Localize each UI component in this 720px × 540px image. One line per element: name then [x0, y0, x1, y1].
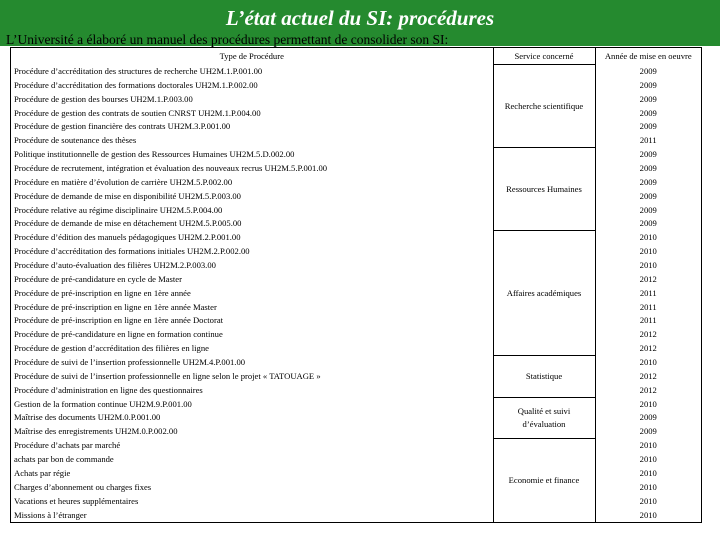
year-cell: 2010: [639, 232, 657, 243]
table-row: [11, 466, 701, 480]
year-cell: 2010: [639, 509, 657, 520]
table-row: [11, 356, 701, 370]
procedure-cell: Procédure relative au régime disciplinaire UH2M.5.P.004.00: [11, 203, 493, 217]
procedures-table: [11, 48, 701, 522]
year-cell: 2010: [639, 495, 657, 506]
table-row: [11, 217, 701, 231]
procedure-cell: Procédure de gestion des bourses UH2M.1.P.003.00: [11, 92, 493, 106]
year-cell: 2009: [639, 426, 657, 437]
year-cell: 2010: [639, 481, 657, 492]
procedure-cell: Procédure d’achats par marché: [11, 439, 493, 453]
procedure-cell: Charges d’abonnement ou charges fixes: [11, 480, 493, 494]
year-cell: 2010: [639, 246, 657, 257]
table-row: [11, 65, 701, 79]
table-row: [11, 369, 701, 383]
year-cell: 2012: [639, 384, 657, 395]
table-row: [11, 300, 701, 314]
page-subtitle: L’Université a élaboré un manuel des procédures permettant de consolider son SI:: [6, 32, 449, 47]
table-row: [11, 203, 701, 217]
procedure-cell: Procédure de demande de mise en disponibilité UH2M.5.P.003.00: [11, 189, 493, 203]
table-row: [11, 106, 701, 120]
procedure-cell: Procédure d’édition des manuels pédagogiques UH2M.2.P.001.00: [11, 231, 493, 245]
service-cell: Affaires académiques: [493, 231, 595, 356]
table-row: [11, 494, 701, 508]
procedure-cell: Vacations et heures supplémentaires: [11, 494, 493, 508]
table-row: [11, 148, 701, 162]
table-row: [11, 314, 701, 328]
page-title: L’état actuel du SI: procédures: [225, 6, 495, 30]
year-cell: 2010: [639, 467, 657, 478]
procedure-cell: Procédure de pré-candidature en ligne en formation continue: [11, 328, 493, 342]
year-cell: 2012: [639, 343, 657, 354]
table-row: [11, 425, 701, 439]
service-cell: Ressources Humaines: [493, 148, 595, 231]
table-row: [11, 92, 701, 106]
table-row: [11, 120, 701, 134]
procedure-cell: Procédure de recrutement, intégration et évaluation des nouveaux recrus UH2M.5.P.001.00: [11, 162, 493, 176]
table-row: [11, 175, 701, 189]
table-row: [11, 397, 701, 411]
year-cell: 2009: [639, 93, 657, 104]
table-row: [11, 189, 701, 203]
table-row: [11, 272, 701, 286]
table-row: [11, 453, 701, 467]
table-row: [11, 383, 701, 397]
service-cell: Qualité et suivi d’évaluation: [493, 397, 595, 439]
header-procedure-type: Type de Procédure: [11, 48, 493, 65]
procedure-cell: Procédure de soutenance des thèses: [11, 134, 493, 148]
year-cell: 2009: [639, 107, 657, 118]
procedure-cell: achats par bon de commande: [11, 453, 493, 467]
table-row: [11, 439, 701, 453]
year-cell: 2009: [639, 121, 657, 132]
table-row: [11, 134, 701, 148]
year-cell: 2011: [639, 287, 657, 298]
procedure-cell: Procédure de pré-inscription en ligne en 1ère année: [11, 286, 493, 300]
year-cell: 2010: [639, 398, 657, 409]
procedure-cell: Procédure de gestion financière des contrats UH2M.3.P.001.00: [11, 120, 493, 134]
year-cell: 2010: [639, 356, 657, 367]
service-cell: Recherche scientifique: [493, 65, 595, 148]
year-cell: 2009: [639, 65, 657, 76]
procedure-cell: Procédure de gestion d’accréditation des filières en ligne: [11, 342, 493, 356]
year-cell: 2011: [639, 135, 657, 146]
procedure-cell: Achats par régie: [11, 466, 493, 480]
header-service: Service concerné: [493, 48, 595, 65]
procedure-cell: Procédure en matière d’évolution de carrière UH2M.5.P.002.00: [11, 175, 493, 189]
table-row: [11, 328, 701, 342]
service-cell: Economie et finance: [493, 439, 595, 522]
year-cell: 2009: [639, 190, 657, 201]
procedure-cell: Procédure de suivi de l’insertion professionnelle en ligne selon le projet « TATOUAGE »: [11, 369, 493, 383]
year-cell: 2009: [639, 149, 657, 160]
procedure-cell: Procédure d’administration en ligne des questionnaires: [11, 383, 493, 397]
year-cell: 2009: [639, 218, 657, 229]
table-row: [11, 508, 701, 522]
procedure-cell: Procédure d’auto-évaluation des filières UH2M.2.P.003.00: [11, 259, 493, 273]
table-row: [11, 259, 701, 273]
table-row: [11, 411, 701, 425]
procedures-table-container: [10, 47, 702, 523]
procedure-cell: Procédure de suivi de l’insertion professionnelle UH2M.4.P.001.00: [11, 356, 493, 370]
service-cell: Statistique: [493, 356, 595, 398]
header-year: Année de mise en oeuvre: [604, 50, 692, 61]
table-row: [11, 231, 701, 245]
procedure-cell: Procédure de pré-inscription en ligne en 1ère année Doctorat: [11, 314, 493, 328]
procedure-cell: Procédure de gestion des contrats de soutien CNRST UH2M.1.P.004.00: [11, 106, 493, 120]
year-cell: 2010: [639, 440, 657, 451]
year-cell: 2012: [639, 273, 657, 284]
procedure-cell: Missions à l’étranger: [11, 508, 493, 522]
year-cell: 2009: [639, 176, 657, 187]
year-cell: 2009: [639, 79, 657, 90]
year-cell: 2011: [639, 301, 657, 312]
table-row: [11, 162, 701, 176]
procedure-cell: Politique institutionnelle de gestion des Ressources Humaines UH2M.5.D.002.00: [11, 148, 493, 162]
procedure-cell: Procédure de pré-candidature en cycle de Master: [11, 272, 493, 286]
table-header-row: [11, 48, 701, 65]
table-row: [11, 342, 701, 356]
table-row: [11, 78, 701, 92]
year-cell: 2010: [639, 453, 657, 464]
table-row: [11, 245, 701, 259]
procedure-cell: Procédure d’accréditation des structures de recherche UH2M.1.P.001.00: [11, 65, 493, 79]
procedure-cell: Maîtrise des enregistrements UH2M.0.P.002.00: [11, 425, 493, 439]
table-row: [11, 480, 701, 494]
procedure-cell: Maîtrise des documents UH2M.0.P.001.00: [11, 411, 493, 425]
year-cell: 2009: [639, 204, 657, 215]
table-body: [11, 65, 701, 523]
year-cell: 2012: [639, 370, 657, 381]
procedure-cell: Procédure de pré-inscription en ligne en 1ère année Master: [11, 300, 493, 314]
procedure-cell: Procédure d’accréditation des formations initiales UH2M.2.P.002.00: [11, 245, 493, 259]
year-cell: 2009: [639, 162, 657, 173]
procedure-cell: Gestion de la formation continue UH2M.9.P.001.00: [11, 397, 493, 411]
procedure-cell: Procédure d’accréditation des formations doctorales UH2M.1.P.002.00: [11, 78, 493, 92]
year-cell: 2012: [639, 329, 657, 340]
year-cell: 2011: [639, 315, 657, 326]
procedure-cell: Procédure de demande de mise en détachement UH2M.5.P.005.00: [11, 217, 493, 231]
year-cell: 2010: [639, 259, 657, 270]
year-cell: 2009: [639, 412, 657, 423]
table-row: [11, 286, 701, 300]
